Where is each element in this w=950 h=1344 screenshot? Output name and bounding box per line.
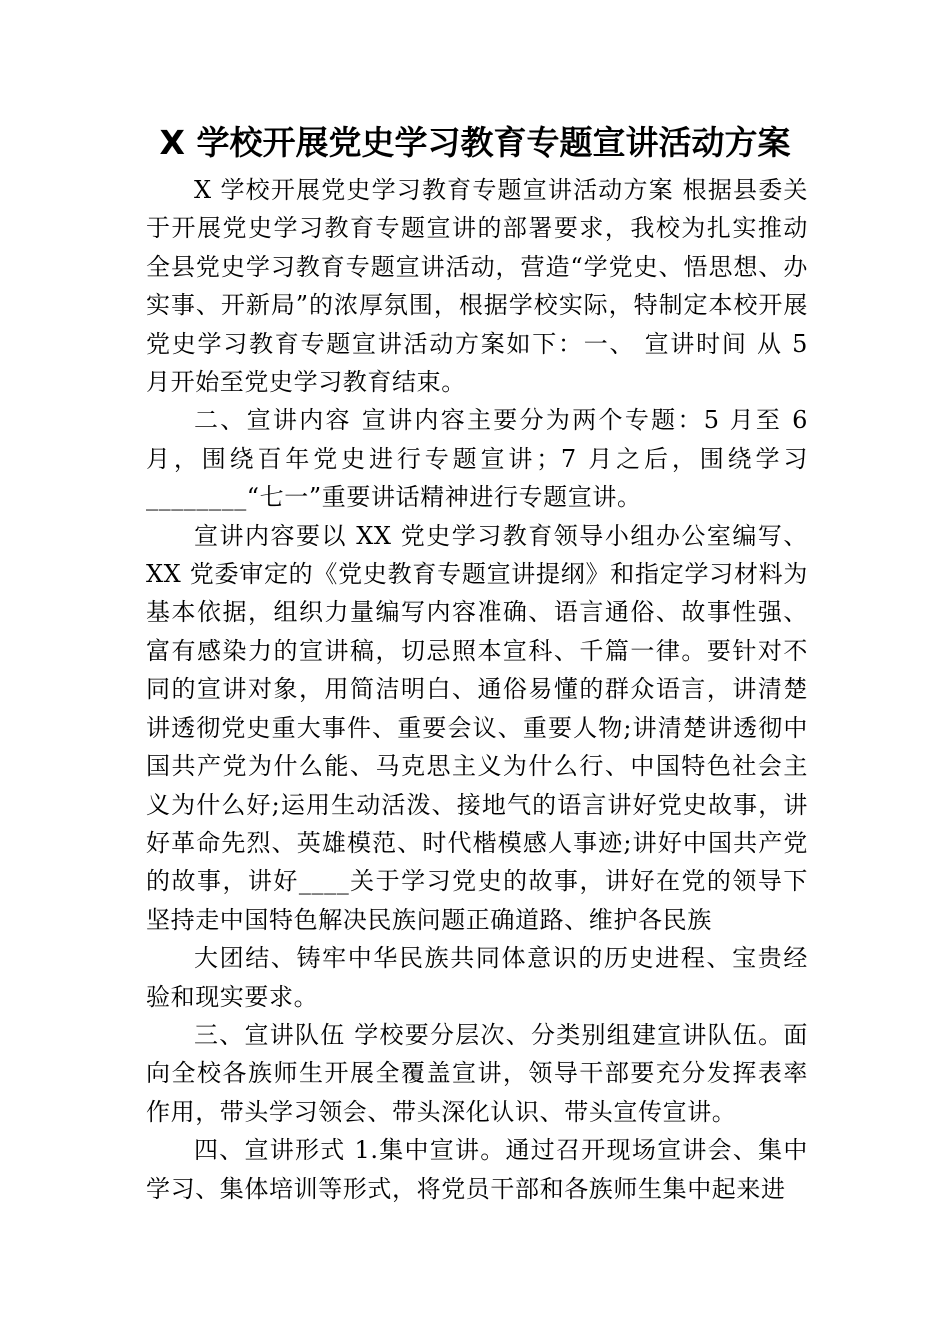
paragraph-intro: X 学校开展党史学习教育专题宣讲活动方案 根据县委关于开展党史学习教育专题宣讲的部署要求，我校为扎实推动全县党史学习教育专题宣讲活动，营造“学党史、悟思想、办实事、开新局”的浓厚氛围，根据学校实际，特制定本校开展党史学习教育专题宣讲活动方案如下：一、 宣讲时间 从 5 月开始至党史学习教育结束。 — [146, 176, 808, 397]
paragraph-content: 二、宣讲内容 宣讲内容主要分为两个专题：5 月至 6 月，围绕百年党史进行专题宣讲；7 月之后，围绕学习________“七一”重要讲话精神进行专题宣讲。 — [146, 406, 808, 512]
paragraph-format: 四、宣讲形式 1.集中宣讲。通过召开现场宣讲会、集中学习、集体培训等形式，将党员干部和各族师生集中起来进 — [146, 1136, 808, 1203]
paragraph-content-requirements: 宣讲内容要以 XX 党史学习教育领导小组办公室编写、XX 党委审定的《党史教育专题宣讲提纲》和指定学习材料为基本依据，组织力量编写内容准确、语言通俗、故事性强、富有感染力的宣讲稿，切忌照本宣科、千篇一律。要针对不同的宣讲对象，用简洁明白、通俗易懂的群众语言，讲清楚讲透彻党史重大事件、重要会议、重要人物;讲清楚讲透彻中国共产党为什么能、马克思主义为什么行、中国特色社会主义为什么好;运用生动活泼、接地气的语言讲好党史故事，讲好革命先烈、英雄模范、时代楷模感人事迹;讲好中国共产党的故事，讲好____关于学习党史的故事，讲好在党的领导下坚持走中国特色解决民族问题正确道路、维护各民族 — [146, 521, 808, 934]
document-title: X 学校开展党史学习教育专题宣讲活动方案 — [159, 123, 791, 162]
document-body — [146, 171, 808, 1208]
paragraph-team: 三、宣讲队伍 学校要分层次、分类别组建宣讲队伍。面向全校各族师生开展全覆盖宣讲，领导干部要充分发挥表率作用，带头学习领会、带头深化认识、带头宣传宣讲。 — [146, 1020, 808, 1126]
paragraph-content-continued: 大团结、铸牢中华民族共同体意识的历史进程、宝贵经验和现实要求。 — [146, 944, 808, 1011]
